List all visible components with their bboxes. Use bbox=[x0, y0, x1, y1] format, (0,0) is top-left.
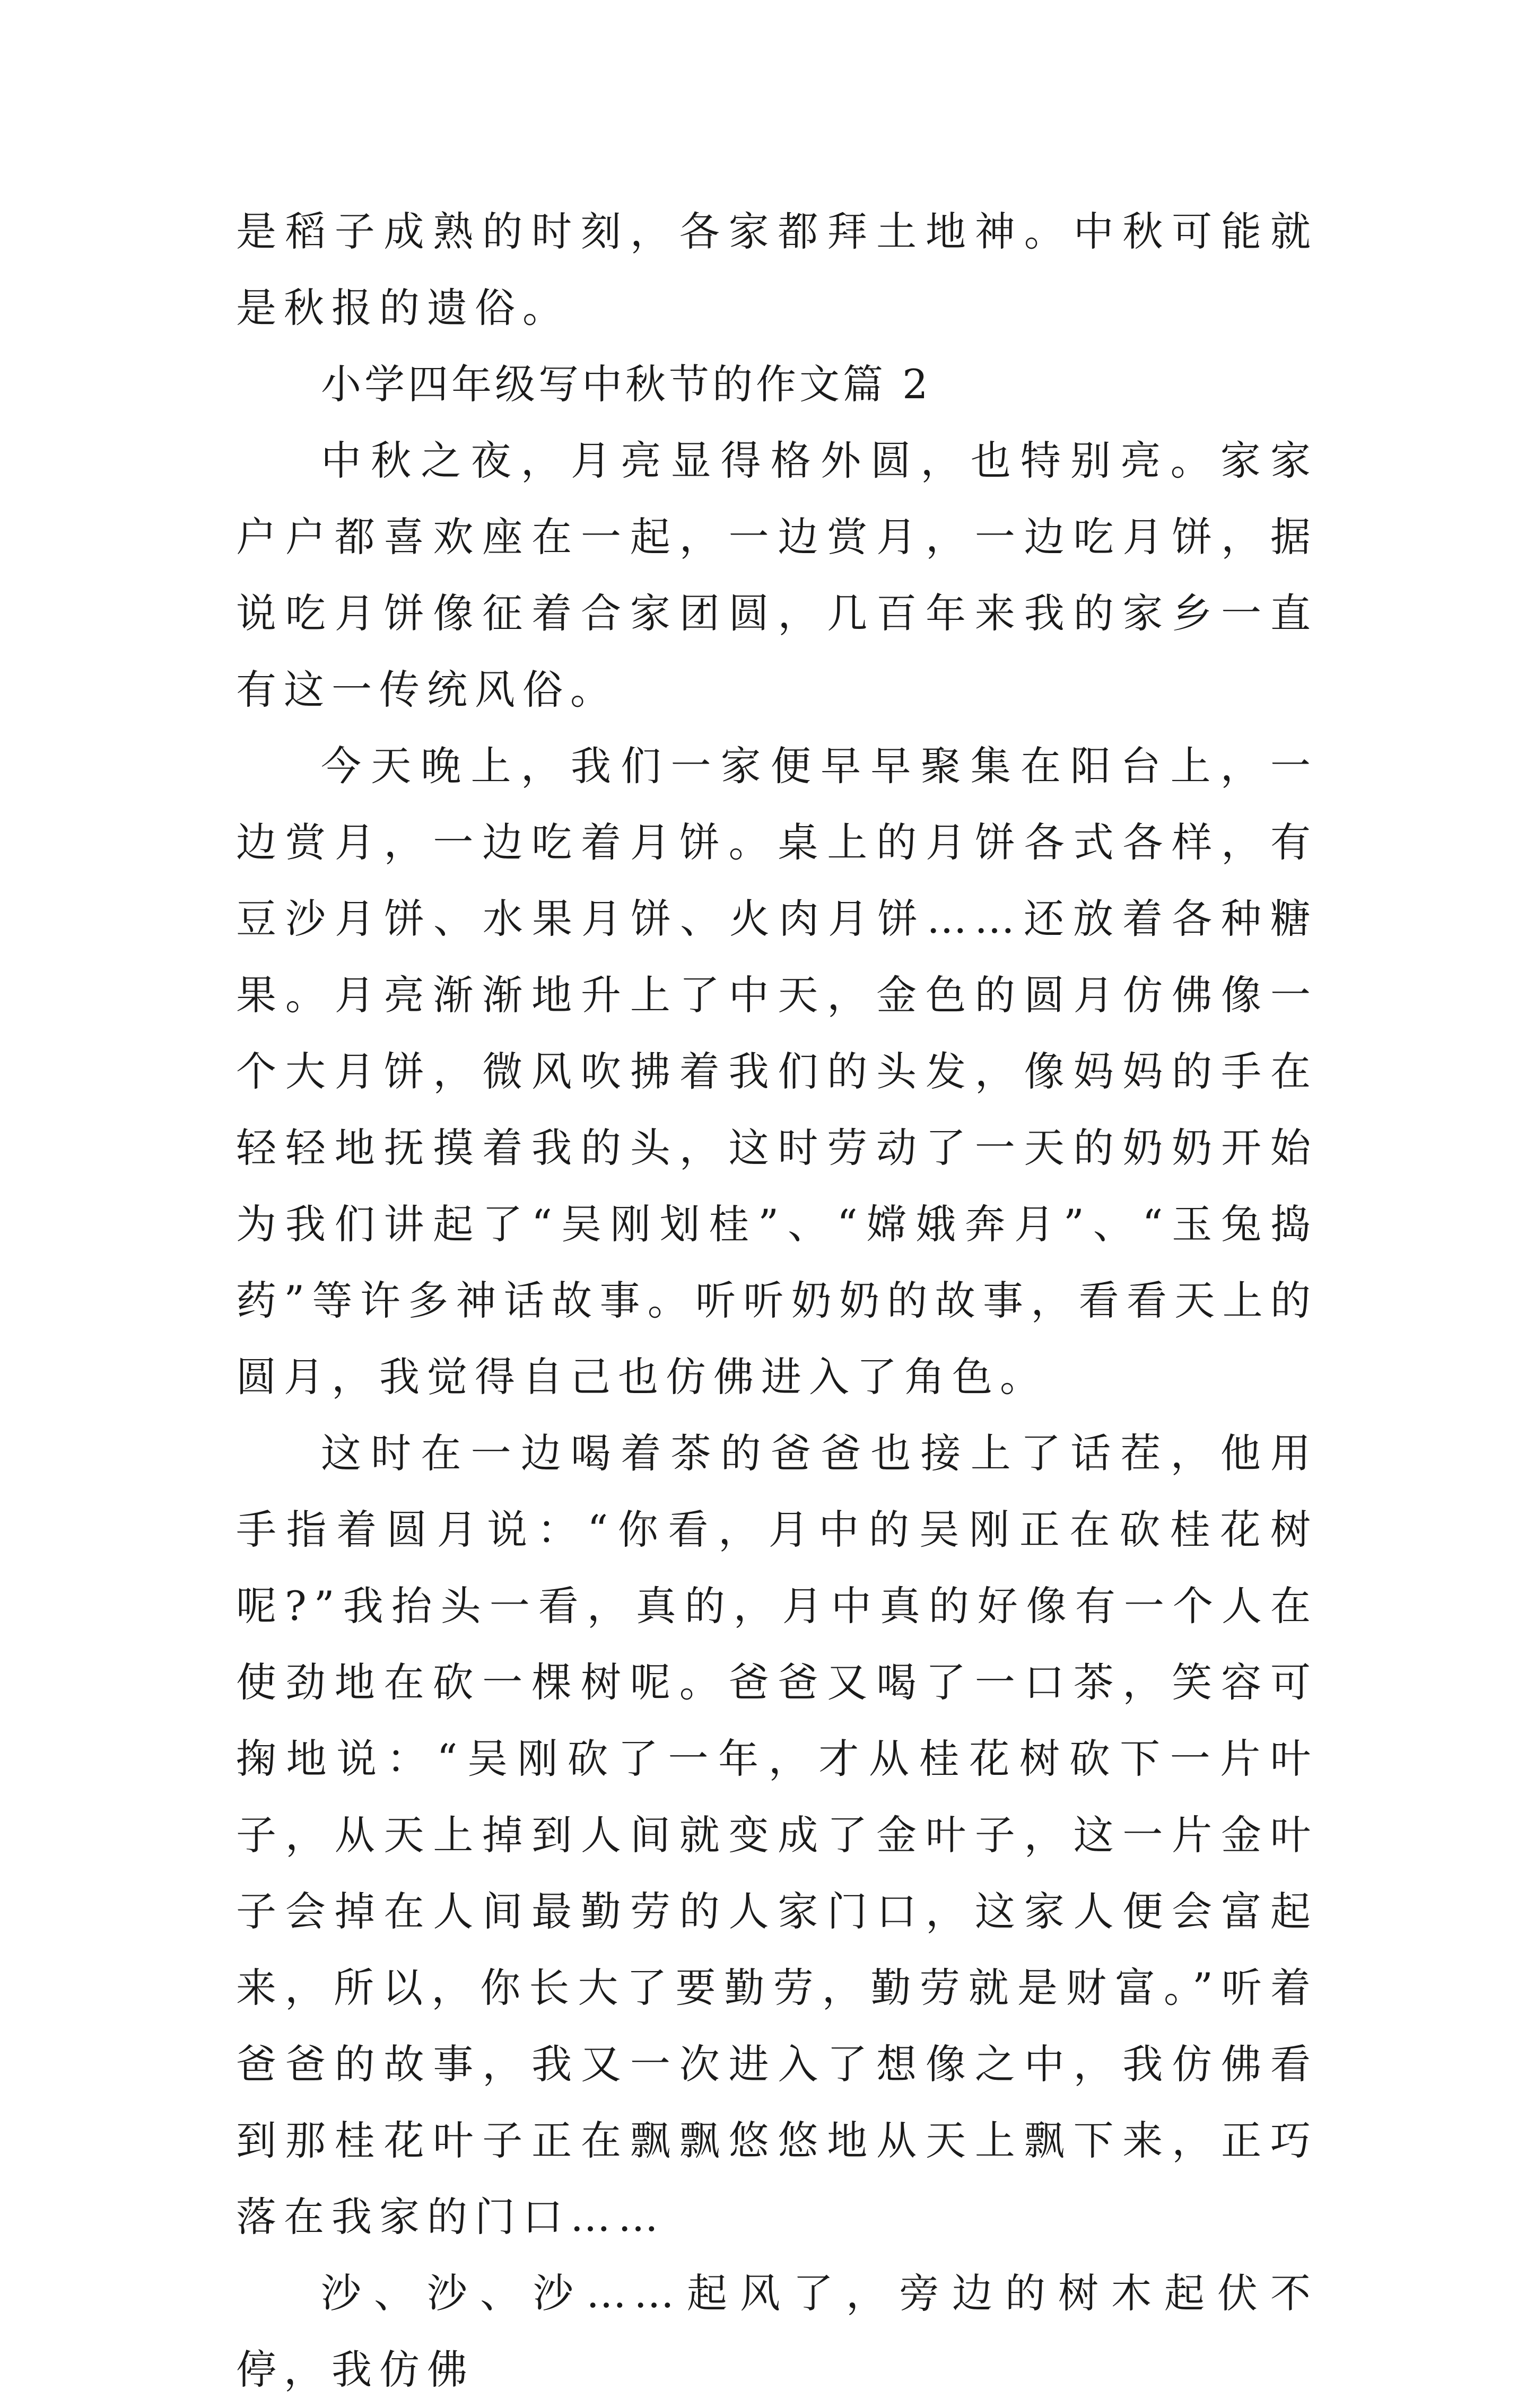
document-body bbox=[236, 194, 1318, 2408]
section-heading: 小学四年级写中秋节的作文篇 2 bbox=[321, 361, 931, 408]
paragraph-1: 中秋之夜，月亮显得格外圆，也特别亮。家家户户都喜欢座在一起，一边赏月，一边吃月饼，据说吃月饼像征着合家团圆，几百年来我的家乡一直有这一传统风俗。 bbox=[236, 437, 1318, 713]
paragraph-4: 沙、沙、沙……起风了，旁边的树木起伏不停，我仿佛 bbox=[236, 2270, 1318, 2393]
paragraph-continuation: 是稻子成熟的时刻，各家都拜土地神。中秋可能就是秋报的遗俗。 bbox=[236, 208, 1318, 331]
paragraph-3: 这时在一边喝着茶的爸爸也接上了话茬，他用手指着圆月说：“你看，月中的吴刚正在砍桂花树呢?”我抬头一看，真的，月中真的好像有一个人在使劲地在砍一棵树呢。爸爸又喝了一口茶，笑容可掬地说：“吴刚砍了一年，才从桂花树砍下一片叶子，从天上掉到人间就变成了金叶子，这一片金叶子会掉在人间最勤劳的人家门口，这家人便会富起来，所以，你长大了要勤劳，勤劳就是财富。”听着爸爸的故事，我又一次进入了想像之中，我仿佛看到那桂花叶子正在飘飘悠悠地从天上飘下来，正巧落在我家的门口…… bbox=[236, 1430, 1318, 2240]
paragraph-2: 今天晚上，我们一家便早早聚集在阳台上，一边赏月，一边吃着月饼。桌上的月饼各式各样，有豆沙月饼、水果月饼、火肉月饼……还放着各种糖果。月亮渐渐地升上了中天，金色的圆月仿佛像一个大月饼，微风吹拂着我们的头发，像妈妈的手在轻轻地抚摸着我的头，这时劳动了一天的奶奶开始为我们讲起了“吴刚划桂”、“嫦娥奔月”、“玉兔捣药”等许多神话故事。听听奶奶的故事，看看天上的圆月，我觉得自己也仿佛进入了角色。 bbox=[236, 742, 1318, 1400]
